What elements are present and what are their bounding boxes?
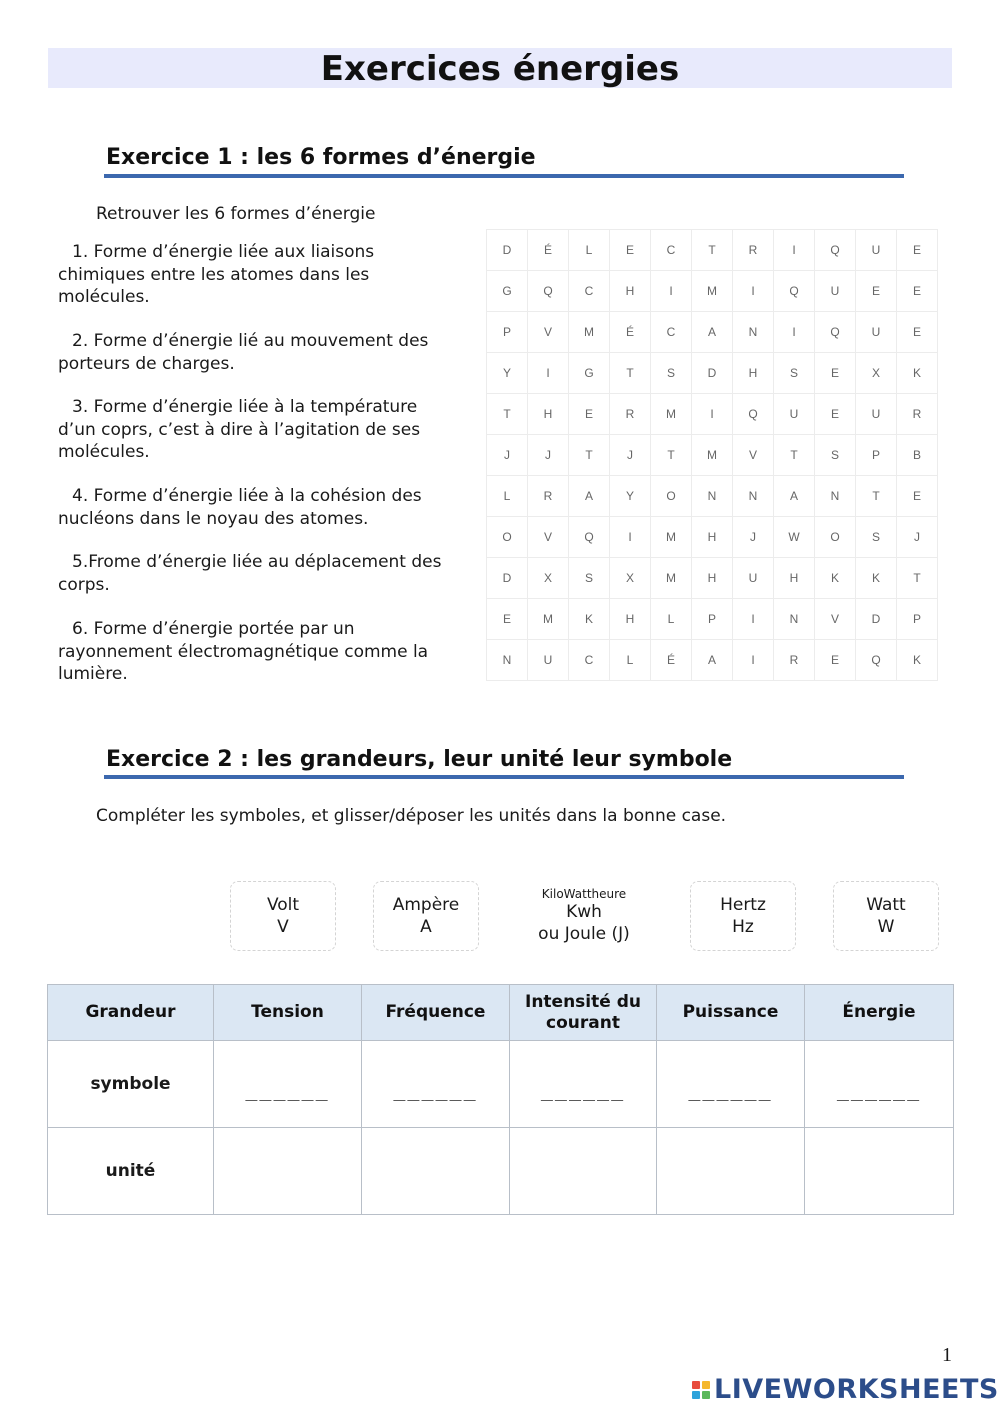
grid-cell[interactable]: K [569,599,610,640]
header-energie: Énergie [805,985,954,1041]
grid-cell[interactable]: T [774,435,815,476]
grid-cell[interactable]: M [692,435,733,476]
grid-cell[interactable]: E [856,271,897,312]
grid-cell[interactable]: U [856,394,897,435]
grid-cell[interactable]: A [774,476,815,517]
question-1: 1. Forme d’énergie liée aux liaisons chimiques entre les atomes dans les molécules. [58,242,375,307]
grid-cell[interactable]: U [774,394,815,435]
grid-cell[interactable]: I [774,230,815,271]
grid-cell[interactable]: S [774,353,815,394]
grid-cell[interactable]: K [897,640,938,681]
grid-cell[interactable]: L [487,476,528,517]
grid-cell[interactable]: S [815,435,856,476]
grid-cell[interactable]: L [569,230,610,271]
unit-dropzone-puissance[interactable] [657,1128,805,1215]
quantities-table [47,984,954,1215]
grid-cell[interactable]: L [610,640,651,681]
grid-cell[interactable]: M [651,558,692,599]
unit-dropzone-intensite[interactable] [510,1128,657,1215]
grid-cell[interactable]: O [487,517,528,558]
grid-cell[interactable]: N [692,476,733,517]
grid-cell[interactable]: T [856,476,897,517]
grid-cell[interactable]: P [692,599,733,640]
grid-cell[interactable]: O [651,476,692,517]
grid-cell[interactable]: H [610,271,651,312]
question-2: 2. Forme d’énergie lié au mouvement des porteurs de charges. [58,331,429,374]
table-row-symbole [48,1041,954,1128]
grid-cell[interactable]: E [815,394,856,435]
grid-cell[interactable]: Q [528,271,569,312]
unit-dropzone-tension[interactable] [214,1128,362,1215]
grid-cell[interactable]: X [528,558,569,599]
grid-cell[interactable]: X [856,353,897,394]
grid-cell[interactable]: C [651,312,692,353]
grid-cell[interactable]: M [651,394,692,435]
brand-logo-icon [692,1381,710,1399]
grid-cell[interactable]: I [733,640,774,681]
grid-cell[interactable]: U [856,312,897,353]
question-3: 3. Forme d’énergie liée à la température d’un coprs, c’est à dire à l’agitation de ses molécules. [58,397,421,462]
unit-card-watt[interactable]: Watt W [833,881,939,951]
grid-cell[interactable]: S [651,353,692,394]
grid-cell[interactable]: L [651,599,692,640]
grid-cell[interactable]: R [897,394,938,435]
grid-cell[interactable]: H [610,599,651,640]
grid-cell[interactable]: E [897,230,938,271]
grid-cell[interactable]: E [897,476,938,517]
grid-cell[interactable]: A [692,640,733,681]
grid-cell[interactable]: S [569,558,610,599]
grid-cell[interactable]: O [815,517,856,558]
grid-cell[interactable]: T [569,435,610,476]
row-label-unite: unité [48,1128,214,1215]
grid-cell[interactable]: I [774,312,815,353]
logo-square [702,1391,710,1399]
word-search-grid[interactable] [486,229,938,681]
header-intensite: Intensité du courant [510,985,657,1041]
unit-card-hertz[interactable]: Hertz Hz [690,881,796,951]
liveworksheets-logo[interactable] [692,1374,999,1405]
grid-cell[interactable]: H [692,517,733,558]
grid-cell[interactable]: Q [733,394,774,435]
question-4: 4. Forme d’énergie liée à la cohésion des nucléons dans le noyau des atomes. [58,486,422,529]
exercise-2-title: Exercice 2 : les grandeurs, leur unité leur symbole [106,747,733,772]
grid-cell[interactable]: H [733,353,774,394]
grid-cell[interactable]: B [897,435,938,476]
grid-cell[interactable]: É [528,230,569,271]
grid-cell[interactable]: E [815,353,856,394]
grid-cell[interactable]: A [692,312,733,353]
grid-cell[interactable]: K [815,558,856,599]
grid-cell[interactable]: N [487,640,528,681]
grid-cell[interactable]: C [569,271,610,312]
grid-cell[interactable]: Q [774,271,815,312]
grid-cell[interactable]: P [856,435,897,476]
exercise-1-title: Exercice 1 : les 6 formes d’énergie [106,145,536,170]
grid-cell[interactable]: C [651,230,692,271]
grid-cell[interactable]: I [651,271,692,312]
grid-cell[interactable]: V [815,599,856,640]
grid-cell[interactable]: P [487,312,528,353]
grid-cell[interactable]: Q [815,230,856,271]
grid-cell[interactable]: P [897,599,938,640]
grid-cell[interactable]: U [733,558,774,599]
grid-cell[interactable]: Y [487,353,528,394]
grid-cell[interactable]: J [528,435,569,476]
grid-cell[interactable]: É [610,312,651,353]
page-title: Exercices énergies [48,48,952,88]
grid-cell[interactable]: T [692,230,733,271]
grid-cell[interactable]: T [651,435,692,476]
unit-card-ampere[interactable]: Ampère A [373,881,479,951]
grid-cell[interactable]: Y [610,476,651,517]
grid-cell[interactable]: D [856,599,897,640]
grid-cell[interactable]: U [815,271,856,312]
exercise-2-underline [104,775,904,779]
grid-cell[interactable]: R [733,230,774,271]
grid-cell[interactable]: D [487,230,528,271]
grid-cell[interactable]: U [856,230,897,271]
grid-cell[interactable]: G [487,271,528,312]
unit-dropzone-energie[interactable] [805,1128,954,1215]
grid-cell[interactable]: I [692,394,733,435]
grid-cell[interactable]: N [774,599,815,640]
grid-cell[interactable]: H [692,558,733,599]
exercise-1-instruction: Retrouver les 6 formes d’énergie [96,204,376,224]
grid-cell[interactable]: N [733,476,774,517]
header-grandeur: Grandeur [48,985,214,1041]
grid-cell[interactable]: A [569,476,610,517]
symbol-input-tension[interactable]: ______ [214,1041,362,1128]
exercise-2-instruction: Compléter les symboles, et glisser/déposer les unités dans la bonne case. [96,806,727,826]
grid-cell[interactable]: Q [569,517,610,558]
logo-square [692,1381,700,1389]
grid-cell[interactable]: J [487,435,528,476]
grid-cell[interactable]: D [487,558,528,599]
grid-cell[interactable]: H [528,394,569,435]
grid-cell[interactable]: M [569,312,610,353]
grid-cell[interactable]: É [651,640,692,681]
grid-cell[interactable]: W [774,517,815,558]
grid-cell[interactable]: E [815,640,856,681]
header-frequence: Fréquence [362,985,510,1041]
grid-cell[interactable]: I [733,599,774,640]
exercise-1-underline [104,174,904,178]
question-5: 5.Frome d’énergie liée au déplacement des corps. [58,552,442,595]
grid-cell[interactable]: V [528,312,569,353]
grid-cell[interactable]: R [774,640,815,681]
grid-cell[interactable]: T [487,394,528,435]
grid-cell[interactable]: J [610,435,651,476]
symbol-input-energie[interactable]: ______ [805,1041,954,1128]
grid-cell[interactable]: V [733,435,774,476]
grid-cell[interactable]: E [897,271,938,312]
symbol-input-intensite[interactable]: ______ [510,1041,657,1128]
grid-cell[interactable]: M [651,517,692,558]
unit-card-kwh[interactable]: KiloWattheure Kwh ou Joule (J) [538,887,630,944]
page-number: 1 [942,1344,952,1366]
grid-cell[interactable]: Q [856,640,897,681]
grid-cell[interactable]: M [692,271,733,312]
grid-cell[interactable]: E [569,394,610,435]
grid-cell[interactable]: D [692,353,733,394]
grid-cell[interactable]: T [610,353,651,394]
symbol-input-puissance[interactable]: ______ [657,1041,805,1128]
unit-dropzone-frequence[interactable] [362,1128,510,1215]
grid-cell[interactable]: E [897,312,938,353]
grid-cell[interactable]: I [733,271,774,312]
header-puissance: Puissance [657,985,805,1041]
grid-cell[interactable]: J [733,517,774,558]
grid-cell[interactable]: U [528,640,569,681]
grid-cell[interactable]: Q [815,312,856,353]
row-label-symbole: symbole [48,1041,214,1128]
grid-cell[interactable]: N [733,312,774,353]
question-6: 6. Forme d’énergie portée par un rayonnement électromagnétique comme la lumière. [58,619,429,684]
grid-cell[interactable]: T [897,558,938,599]
unit-card-volt[interactable]: Volt V [230,881,336,951]
symbol-input-frequence[interactable]: ______ [362,1041,510,1128]
grid-cell[interactable]: N [815,476,856,517]
grid-cell[interactable]: V [528,517,569,558]
table-row-unite [48,1128,954,1215]
grid-cell[interactable]: M [528,599,569,640]
grid-cell[interactable]: S [856,517,897,558]
header-tension: Tension [214,985,362,1041]
brand-name: LIVEWORKSHEETS [714,1374,999,1405]
logo-square [702,1381,710,1389]
grid-cell[interactable]: E [610,230,651,271]
grid-cell[interactable]: K [856,558,897,599]
grid-cell[interactable]: X [610,558,651,599]
grid-cell[interactable]: R [610,394,651,435]
grid-cell[interactable]: I [610,517,651,558]
grid-cell[interactable]: C [569,640,610,681]
grid-cell[interactable]: I [528,353,569,394]
grid-cell[interactable]: K [897,353,938,394]
grid-cell[interactable]: J [897,517,938,558]
grid-cell[interactable]: R [528,476,569,517]
grid-cell[interactable]: E [487,599,528,640]
grid-cell[interactable]: G [569,353,610,394]
logo-square [692,1391,700,1399]
grid-cell[interactable]: H [774,558,815,599]
table-header-row [48,985,954,1041]
